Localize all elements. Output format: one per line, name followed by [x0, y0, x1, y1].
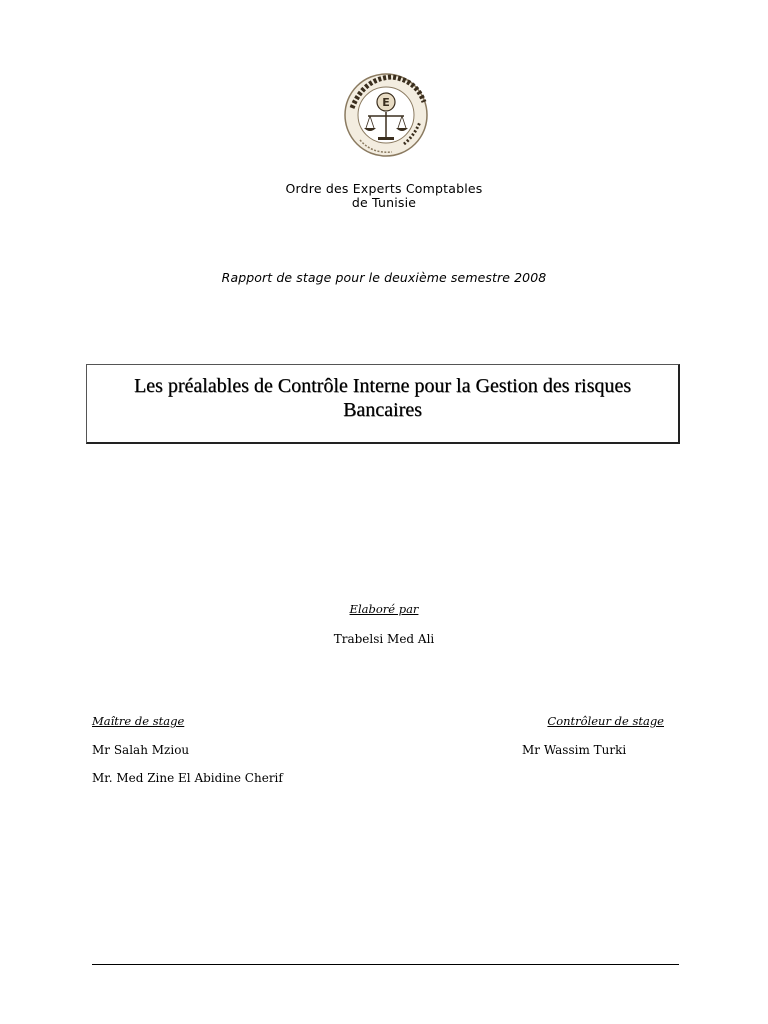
maitre-de-stage-name-2: Mr. Med Zine El Abidine Cherif — [92, 771, 283, 785]
organization-name-line2: de Tunisie — [351, 195, 417, 210]
author-name: Trabelsi Med Ali — [333, 632, 435, 646]
author-label: Elaboré par — [349, 602, 419, 616]
document-title-line2: Bancaires — [343, 399, 422, 421]
controleur-de-stage-label: Contrôleur de stage — [547, 714, 664, 728]
document-title-box — [86, 364, 680, 444]
controleur-de-stage-name: Mr Wassim Turki — [522, 743, 627, 757]
organization-seal-logo — [342, 72, 430, 158]
footer-divider — [92, 964, 679, 965]
report-subtitle: Rapport de stage pour le deuxième semestre 2008 — [221, 270, 547, 285]
document-title-line1: Les préalables de Contrôle Interne pour la Gestion des risques — [133, 375, 632, 397]
organization-name-line1: Ordre des Experts Comptables — [285, 181, 483, 196]
maitre-de-stage-name-1: Mr Salah Mziou — [92, 743, 190, 757]
maitre-de-stage-label: Maître de stage — [92, 714, 185, 728]
organization-name — [0, 182, 768, 210]
svg-text:E: E — [382, 96, 390, 109]
